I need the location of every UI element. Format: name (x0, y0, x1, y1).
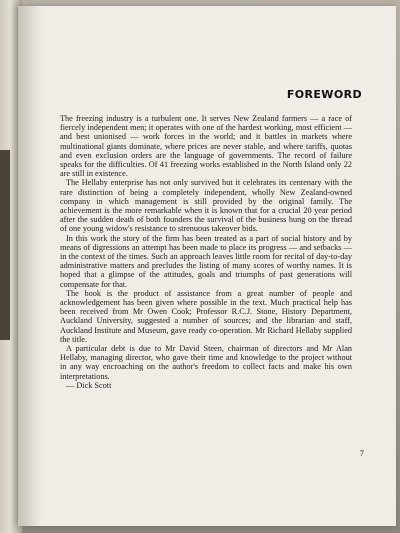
book-page (18, 6, 396, 526)
paragraph-1: The freezing industry is a turbulent one. It serves New Zealand farmers — a race of fiercely independent men; it operates with one of the hardest working, most efficient — and best unionised — work forces in the world; and it battles in markets where multinational giants dominate, where prices are never stable, and where tariffs, quotas and even exclusion orders are the language of governments. The record of failure speaks for the difficulties. Of 41 freezing works established in the North Island only 22 are still in existence. (60, 114, 352, 179)
foreword-text (60, 114, 352, 390)
page-heading: FOREWORD (286, 88, 362, 101)
paragraph-4: The book is the product of assistance from a great number of people and acknowledgement has been given where possible in the text. Much practical help has been received from Mr Owen Cook; Professor R.C.J. Stone, History Department, Auckland University, suggested a number of sources; and the librarian and staff, Auckland Institute and Museum, gave ready co-operation. Mr Richard Hellaby supplied the title. (60, 288, 352, 344)
paragraph-3: In this work the story of the firm has been treated as a part of social history and by means of digressions an attempt has been made to place its progress — and setbacks — in the context of the times. Such an approach leaves little room for recital of day-to-day administrative matters and precludes the listing of many scores of worthy names. It is hoped that a glimpse of the attitudes, goals and triumphs of past generations will compensate for that. (60, 233, 352, 289)
paragraph-2: The Hellaby enterprise has not only survived but it celebrates its centenary with the rare distinction of being a completely independent, wholly New Zealand-owned company in which management is still provided by the original family. The achievement is the more remarkable when it is known that for a crucial 20 year period after the sudden death of both founders the survival of the business hung on the thread of one young widow's resistance to strenuous takeover bids. (60, 178, 352, 234)
book-cover-edge (0, 150, 10, 340)
page-number: 7 (359, 448, 364, 458)
author-signature: — Dick Scott (66, 380, 112, 390)
paragraph-5: A particular debt is due to Mr David Steen, chairman of directors and Mr Alan Hellaby, managing director, who gave their time and knowledge to the project without in any way encroaching on the author's freedom to collect facts and make his own interpretations. (60, 344, 352, 381)
page-gutter-shadow (18, 6, 42, 526)
